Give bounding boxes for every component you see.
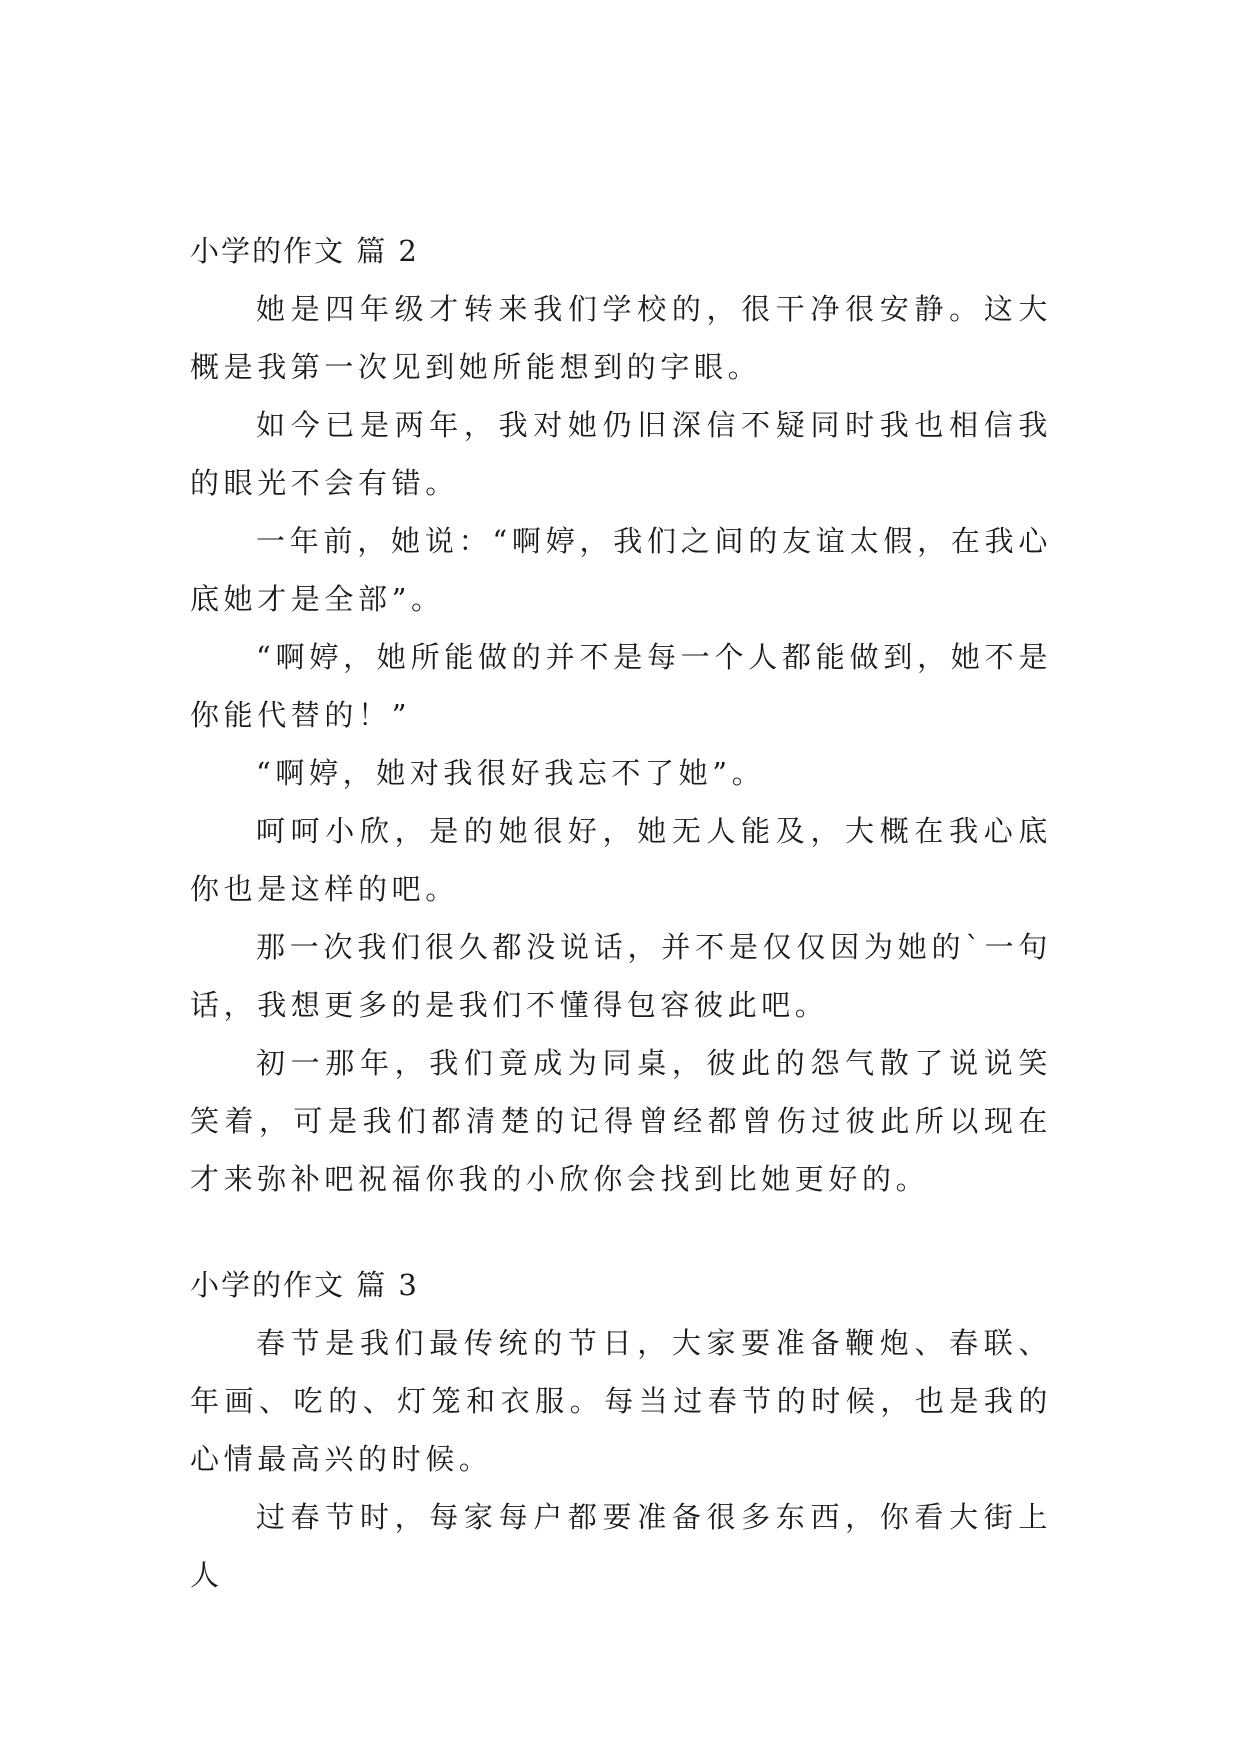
paragraph: 她是四年级才转来我们学校的，很干净很安静。这大概是我第一次见到她所能想到的字眼。 bbox=[190, 292, 1052, 384]
section-heading: 小学的作文 篇 2 bbox=[190, 234, 419, 268]
paragraph: 春节是我们最传统的节日，大家要准备鞭炮、春联、年画、吃的、灯笼和衣服。每当过春节的时候，也是我的心情最高兴的时候。 bbox=[190, 1326, 1052, 1476]
paragraph: 那一次我们很久都没说话，并不是仅仅因为她的`一句话，我想更多的是我们不懂得包容彼此吧。 bbox=[190, 930, 1052, 1022]
paragraph: 呵呵小欣，是的她很好，她无人能及，大概在我心底你也是这样的吧。 bbox=[190, 814, 1052, 906]
essay-section-2 bbox=[190, 222, 1052, 1208]
section-heading: 小学的作文 篇 3 bbox=[190, 1268, 419, 1302]
essay-section-3 bbox=[190, 1256, 1052, 1604]
paragraph: 一年前，她说：“啊婷，我们之间的友谊太假，在我心底她才是全部”。 bbox=[190, 524, 1052, 616]
paragraph: 初一那年，我们竟成为同桌，彼此的怨气散了说说笑笑着，可是我们都清楚的记得曾经都曾伤过彼此所以现在才来弥补吧祝福你我的小欣你会找到比她更好的。 bbox=[190, 1046, 1052, 1196]
paragraph: 如今已是两年，我对她仍旧深信不疑同时我也相信我的眼光不会有错。 bbox=[190, 408, 1052, 500]
paragraph: 过春节时，每家每户都要准备很多东西，你看大街上人 bbox=[190, 1500, 1052, 1592]
paragraph: “啊婷，她对我很好我忘不了她”。 bbox=[256, 756, 766, 790]
paragraph: “啊婷，她所能做的并不是每一个人都能做到，她不是你能代替的！” bbox=[190, 640, 1052, 732]
document-page bbox=[190, 222, 1052, 1604]
